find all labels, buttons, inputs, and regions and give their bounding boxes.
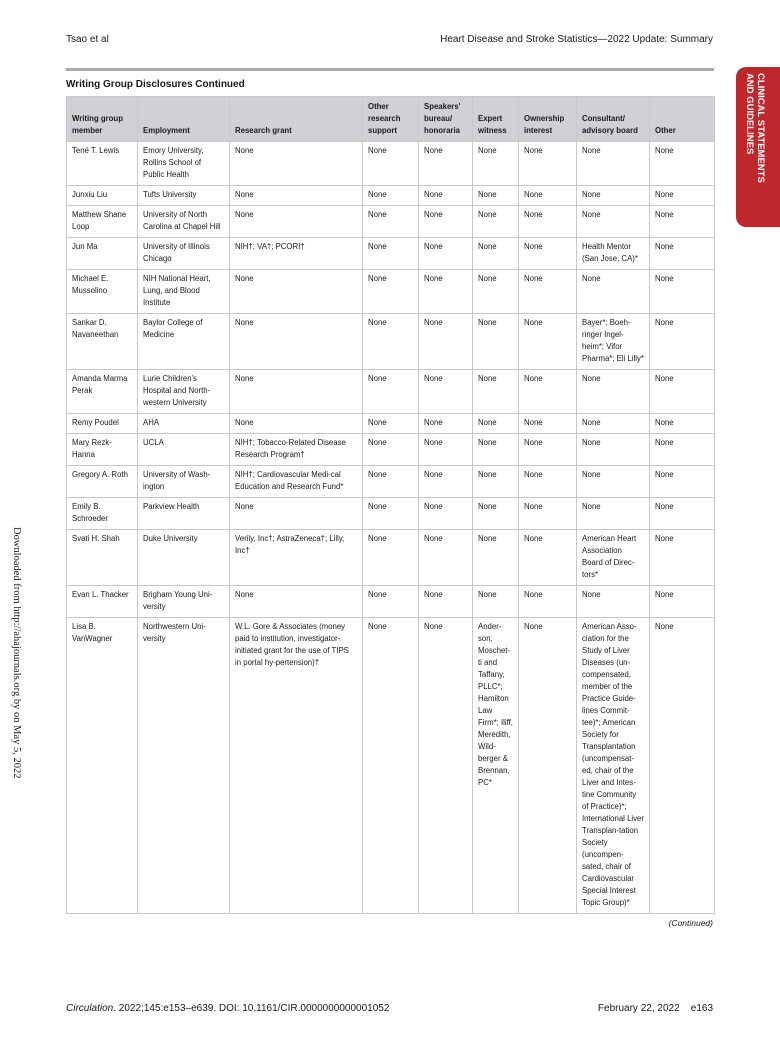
- column-header: Speakers' bureau/ honoraria: [419, 97, 473, 142]
- table-cell: American Asso-ciation for the Study of Liver Diseases (un-compensated, member of the Practice Guide-lines Commit-tee)*; American Society for Transplantation (uncompensat-ed, chair of the Liver and Intes-tine Community of Practice)*; International Liver Transplan-tation Society (uncompen-sated, chair of Cardiovascular Special Interest Topic Group)*: [577, 618, 650, 914]
- table-row: [67, 530, 715, 586]
- table-cell: None: [650, 238, 715, 270]
- table-cell: None: [230, 586, 363, 618]
- column-header: Consultant/ advisory board: [577, 97, 650, 142]
- table-cell: None: [363, 186, 419, 206]
- table-cell: None: [419, 142, 473, 186]
- table-cell: None: [650, 530, 715, 586]
- table-cell: None: [519, 142, 577, 186]
- footer-citation: [66, 1003, 389, 1014]
- table-row: [67, 142, 715, 186]
- table-row: [67, 206, 715, 238]
- table-cell: None: [363, 586, 419, 618]
- table-cell: None: [419, 186, 473, 206]
- table-cell: Emily B. Schroeder: [67, 498, 138, 530]
- table-row: [67, 270, 715, 314]
- table-cell: None: [519, 498, 577, 530]
- table-cell: None: [650, 618, 715, 914]
- table-cell: Mary Rezk-Hanna: [67, 434, 138, 466]
- disclosures-table: [66, 96, 715, 914]
- table-cell: None: [577, 270, 650, 314]
- table-cell: None: [519, 414, 577, 434]
- table-cell: None: [519, 238, 577, 270]
- table-cell: None: [650, 414, 715, 434]
- table-cell: None: [577, 498, 650, 530]
- table-cell: Tufts University: [138, 186, 230, 206]
- table-row: [67, 498, 715, 530]
- table-cell: None: [473, 206, 519, 238]
- table-cell: None: [473, 466, 519, 498]
- table-cell: None: [577, 186, 650, 206]
- table-cell: None: [650, 186, 715, 206]
- table-cell: Health Mentor (San Jose, CA)*: [577, 238, 650, 270]
- table-cell: None: [650, 370, 715, 414]
- table-cell: Northwestern Uni-versity: [138, 618, 230, 914]
- table-cell: None: [650, 270, 715, 314]
- table-row: [67, 434, 715, 466]
- table-cell: None: [419, 370, 473, 414]
- table-cell: None: [650, 434, 715, 466]
- table-cell: None: [363, 370, 419, 414]
- section-tab-line1: CLINICAL STATEMENTS: [755, 73, 766, 183]
- continued-note: [669, 918, 713, 928]
- table-row: [67, 314, 715, 370]
- table-cell: None: [419, 466, 473, 498]
- table-cell: None: [363, 498, 419, 530]
- table-cell: None: [473, 586, 519, 618]
- footer-reference: 2022;145:e153–e639. DOI: 10.1161/CIR.0000000000001052: [116, 1003, 390, 1014]
- table-cell: None: [419, 206, 473, 238]
- table-cell: None: [419, 414, 473, 434]
- table-cell: None: [230, 270, 363, 314]
- table-cell: None: [577, 142, 650, 186]
- table-cell: None: [363, 530, 419, 586]
- table-cell: None: [419, 434, 473, 466]
- column-header: Other: [650, 97, 715, 142]
- table-cell: UCLA: [138, 434, 230, 466]
- table-cell: None: [363, 142, 419, 186]
- table-cell: None: [230, 314, 363, 370]
- table-cell: None: [230, 186, 363, 206]
- column-header: Other research support: [363, 97, 419, 142]
- column-header: Research grant: [230, 97, 363, 142]
- table-cell: Matthew Shane Loop: [67, 206, 138, 238]
- table-cell: Amanda Marma Perak: [67, 370, 138, 414]
- table-cell: None: [519, 618, 577, 914]
- table-cell: NIH†; Tobacco-Related Disease Research Program†: [230, 434, 363, 466]
- table-row: [67, 414, 715, 434]
- table-cell: Junxiu Liu: [67, 186, 138, 206]
- table-cell: Duke University: [138, 530, 230, 586]
- table-cell: Lurie Children's Hospital and North-western University: [138, 370, 230, 414]
- continued-text: (Continued): [668, 918, 713, 928]
- table-cell: None: [473, 270, 519, 314]
- column-header: Expert witness: [473, 97, 519, 142]
- running-head-title: Heart Disease and Stroke Statistics—2022 Update: Summary: [440, 34, 713, 45]
- table-cell: None: [419, 498, 473, 530]
- table-cell: AHA: [138, 414, 230, 434]
- table-cell: None: [473, 186, 519, 206]
- table-cell: None: [363, 270, 419, 314]
- table-cell: American Heart Association Board of Direc-tors*: [577, 530, 650, 586]
- footer-journal: Circulation.: [66, 1003, 117, 1014]
- table-cell: None: [650, 466, 715, 498]
- table-cell: None: [363, 206, 419, 238]
- table-row: [67, 586, 715, 618]
- table-cell: None: [519, 314, 577, 370]
- table-cell: None: [519, 270, 577, 314]
- table-cell: None: [230, 370, 363, 414]
- table-cell: None: [577, 434, 650, 466]
- table-cell: None: [473, 238, 519, 270]
- table-cell: None: [419, 618, 473, 914]
- table-cell: None: [519, 530, 577, 586]
- table-cell: None: [650, 586, 715, 618]
- table-cell: None: [650, 142, 715, 186]
- table-cell: None: [473, 434, 519, 466]
- table-cell: None: [519, 434, 577, 466]
- table-cell: None: [577, 206, 650, 238]
- table-cell: None: [519, 186, 577, 206]
- table-body: [67, 142, 715, 914]
- table-title: Writing Group Disclosures Continued: [66, 79, 245, 90]
- table-cell: None: [577, 370, 650, 414]
- table-header-row: [67, 97, 715, 142]
- table-cell: Verily, Inc†; AstraZeneca†; Lilly, Inc†: [230, 530, 363, 586]
- table-row: [67, 238, 715, 270]
- table-cell: None: [577, 466, 650, 498]
- table-cell: NIH National Heart, Lung, and Blood Institute: [138, 270, 230, 314]
- table-cell: Bayer*; Boeh-ringer Ingel-heim*; Vifor Pharma*; Eli Lilly*: [577, 314, 650, 370]
- table-cell: None: [650, 314, 715, 370]
- table-cell: None: [473, 314, 519, 370]
- table-cell: None: [519, 206, 577, 238]
- table-cell: Tené T. Lewis: [67, 142, 138, 186]
- table-cell: Svati H. Shah: [67, 530, 138, 586]
- table-cell: Sankar D. Navaneethan: [67, 314, 138, 370]
- table-cell: Ander-son, Moschet-ti and Taffany, PLLC*; Hamilton Law Firm*; Iliff, Meredith, Wild-berger & Brennan, PC*: [473, 618, 519, 914]
- table-cell: None: [577, 586, 650, 618]
- table-cell: Gregory A. Roth: [67, 466, 138, 498]
- table-cell: None: [419, 270, 473, 314]
- table-cell: None: [363, 434, 419, 466]
- column-header: Employment: [138, 97, 230, 142]
- table-cell: None: [519, 370, 577, 414]
- section-tab: [736, 67, 780, 227]
- table-row: [67, 618, 715, 914]
- table-cell: Jun Ma: [67, 238, 138, 270]
- section-tab-label: [744, 73, 766, 183]
- table-row: [67, 370, 715, 414]
- table-cell: University of North Carolina at Chapel Hill: [138, 206, 230, 238]
- table-cell: University of Illinois Chicago: [138, 238, 230, 270]
- download-note: Downloaded from http://ahajournals.org by on May 5, 2022: [11, 527, 22, 779]
- table-cell: Emory University, Rollins School of Public Health: [138, 142, 230, 186]
- table-cell: Brigham Young Uni-versity: [138, 586, 230, 618]
- table-cell: None: [363, 238, 419, 270]
- table-cell: Michael E. Mussolino: [67, 270, 138, 314]
- table-cell: None: [473, 498, 519, 530]
- table-cell: None: [230, 498, 363, 530]
- table-cell: None: [473, 142, 519, 186]
- table-cell: None: [230, 206, 363, 238]
- table-row: [67, 466, 715, 498]
- section-tab-line2: AND GUIDELINES: [744, 73, 755, 155]
- header-divider: [66, 68, 714, 71]
- table-cell: Evan L. Thacker: [67, 586, 138, 618]
- table-cell: None: [230, 414, 363, 434]
- footer-date-page: February 22, 2022 e163: [597, 1003, 713, 1014]
- table-cell: NIH†; VA†; PCORI†: [230, 238, 363, 270]
- table-cell: None: [363, 466, 419, 498]
- table-cell: None: [363, 618, 419, 914]
- table-cell: None: [419, 530, 473, 586]
- table-cell: None: [473, 370, 519, 414]
- table-cell: None: [577, 414, 650, 434]
- column-header: Writing group member: [67, 97, 138, 142]
- table-row: [67, 186, 715, 206]
- table-cell: None: [519, 586, 577, 618]
- table-cell: NIH†; Cardiovascular Medi-cal Education and Research Fund*: [230, 466, 363, 498]
- table-cell: None: [519, 466, 577, 498]
- table-cell: Baylor College of Medicine: [138, 314, 230, 370]
- table-cell: None: [419, 586, 473, 618]
- table-cell: Remy Poudel: [67, 414, 138, 434]
- table-cell: Parkview Health: [138, 498, 230, 530]
- table-cell: None: [650, 498, 715, 530]
- running-head-author: Tsao et al: [66, 34, 109, 45]
- table-cell: None: [363, 414, 419, 434]
- table-cell: None: [419, 314, 473, 370]
- table-cell: Lisa B. VanWagner: [67, 618, 138, 914]
- table-cell: None: [419, 238, 473, 270]
- table-cell: University of Wash-ington: [138, 466, 230, 498]
- table-cell: None: [650, 206, 715, 238]
- table-cell: None: [363, 314, 419, 370]
- table-cell: W.L. Gore & Associates (money paid to institution, investigator-initiated grant for the use of TIPS in portal hy-pertension)†: [230, 618, 363, 914]
- table-cell: None: [473, 530, 519, 586]
- column-header: Ownership interest: [519, 97, 577, 142]
- table-cell: None: [230, 142, 363, 186]
- table-cell: None: [473, 414, 519, 434]
